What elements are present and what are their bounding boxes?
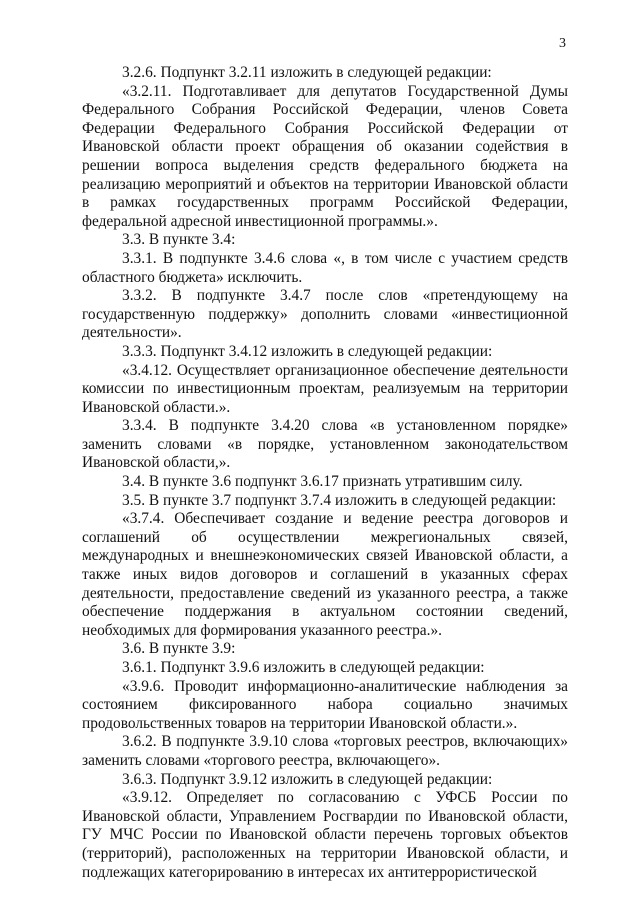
paragraph-3-3-2: 3.3.2. В подпункте 3.4.7 после слов «претендующему на государственную поддержку» дополнить словами «инвестиционной деятельности». (82, 287, 568, 342)
paragraph-3-5: 3.5. В пункте 3.7 подпункт 3.7.4 изложить в следующей редакции: (122, 491, 557, 509)
paragraph-3-2-6: 3.2.6. Подпункт 3.2.11 изложить в следующей редакции: (122, 64, 492, 81)
paragraph-3-6-2: 3.6.2. В подпункте 3.9.10 слова «торговых реестров, включающих» заменить словами «торгового реестра, включающего». (82, 733, 568, 769)
paragraph-3-7-4-text: «3.7.4. Обеспечивает создание и ведение реестра договоров и соглашений об осуществлении межрегиональных связей, международных и внешнеэкономических связей Ивановской области, а также иных видов договоров и соглашений в указанных сферах деятельности, предоставление сведений из указанного реестра, а также обеспечение поддержания в актуальном состоянии сведений, необходимых для формирования указанного реестра.». (82, 510, 568, 639)
paragraph-3-3-3: 3.3.3. Подпункт 3.4.12 изложить в следующей редакции: (122, 342, 493, 360)
paragraph-3-9-6-text: «3.9.6. Проводит информационно-аналитические наблюдения за состоянием фиксированного набора социально значимых продовольственных товаров на территории Ивановской области.». (82, 677, 568, 732)
paragraph-3-3: 3.3. В пункте 3.4: (122, 231, 236, 249)
paragraph-3-3-1: 3.3.1. В подпункте 3.4.6 слова «, в том числе с участием средств областного бюджета» исключить. (82, 249, 568, 286)
page-number: 3 (559, 36, 566, 51)
paragraph-3-3-4: 3.3.4. В подпункте 3.4.20 слова «в установленном порядке» заменить словами «в порядке, установленном законодательством Ивановской области,». (82, 417, 568, 472)
paragraph-3-6-1: 3.6.1. Подпункт 3.9.6 изложить в следующей редакции: (122, 659, 485, 676)
paragraph-3-9-12-text: «3.9.12. Определяет по согласованию с УФСБ России по Ивановской области, Управлением Росгвардии по Ивановской области, ГУ МЧС России по Ивановской области перечень торговых объектов (территорий), расположенных на территории Ивановской области, и подлежащих категорированию в интересах их антитеррористической (82, 789, 568, 881)
paragraph-3-4-12-text: «3.4.12. Осуществляет организационное обеспечение деятельности комиссии по инвестиционным проектам, реализуемым на территории Ивановской области.». (82, 361, 568, 416)
paragraph-3-6-3: 3.6.3. Подпункт 3.9.12 изложить в следующей редакции: (122, 770, 493, 788)
paragraph-3-6: 3.6. В пункте 3.9: (122, 640, 236, 658)
paragraph-3-2-11-text: «3.2.11. Подготавливает для депутатов Государственной Думы Федерального Собрания Российской Федерации, членов Совета Федерации Федерального Собрания Российской Федерации от Ивановской области проект обращения об оказании содействия в решении вопроса выделения средств федерального бюджета на реализацию мероприятий и объектов на территории Ивановской области в рамках государственных программ Российской Федерации, федеральной адресной инвестиционной программы.». (82, 82, 568, 230)
paragraph-3-4: 3.4. В пункте 3.6 подпункт 3.6.17 признать утратившим силу. (122, 473, 523, 491)
document-body (82, 64, 568, 882)
